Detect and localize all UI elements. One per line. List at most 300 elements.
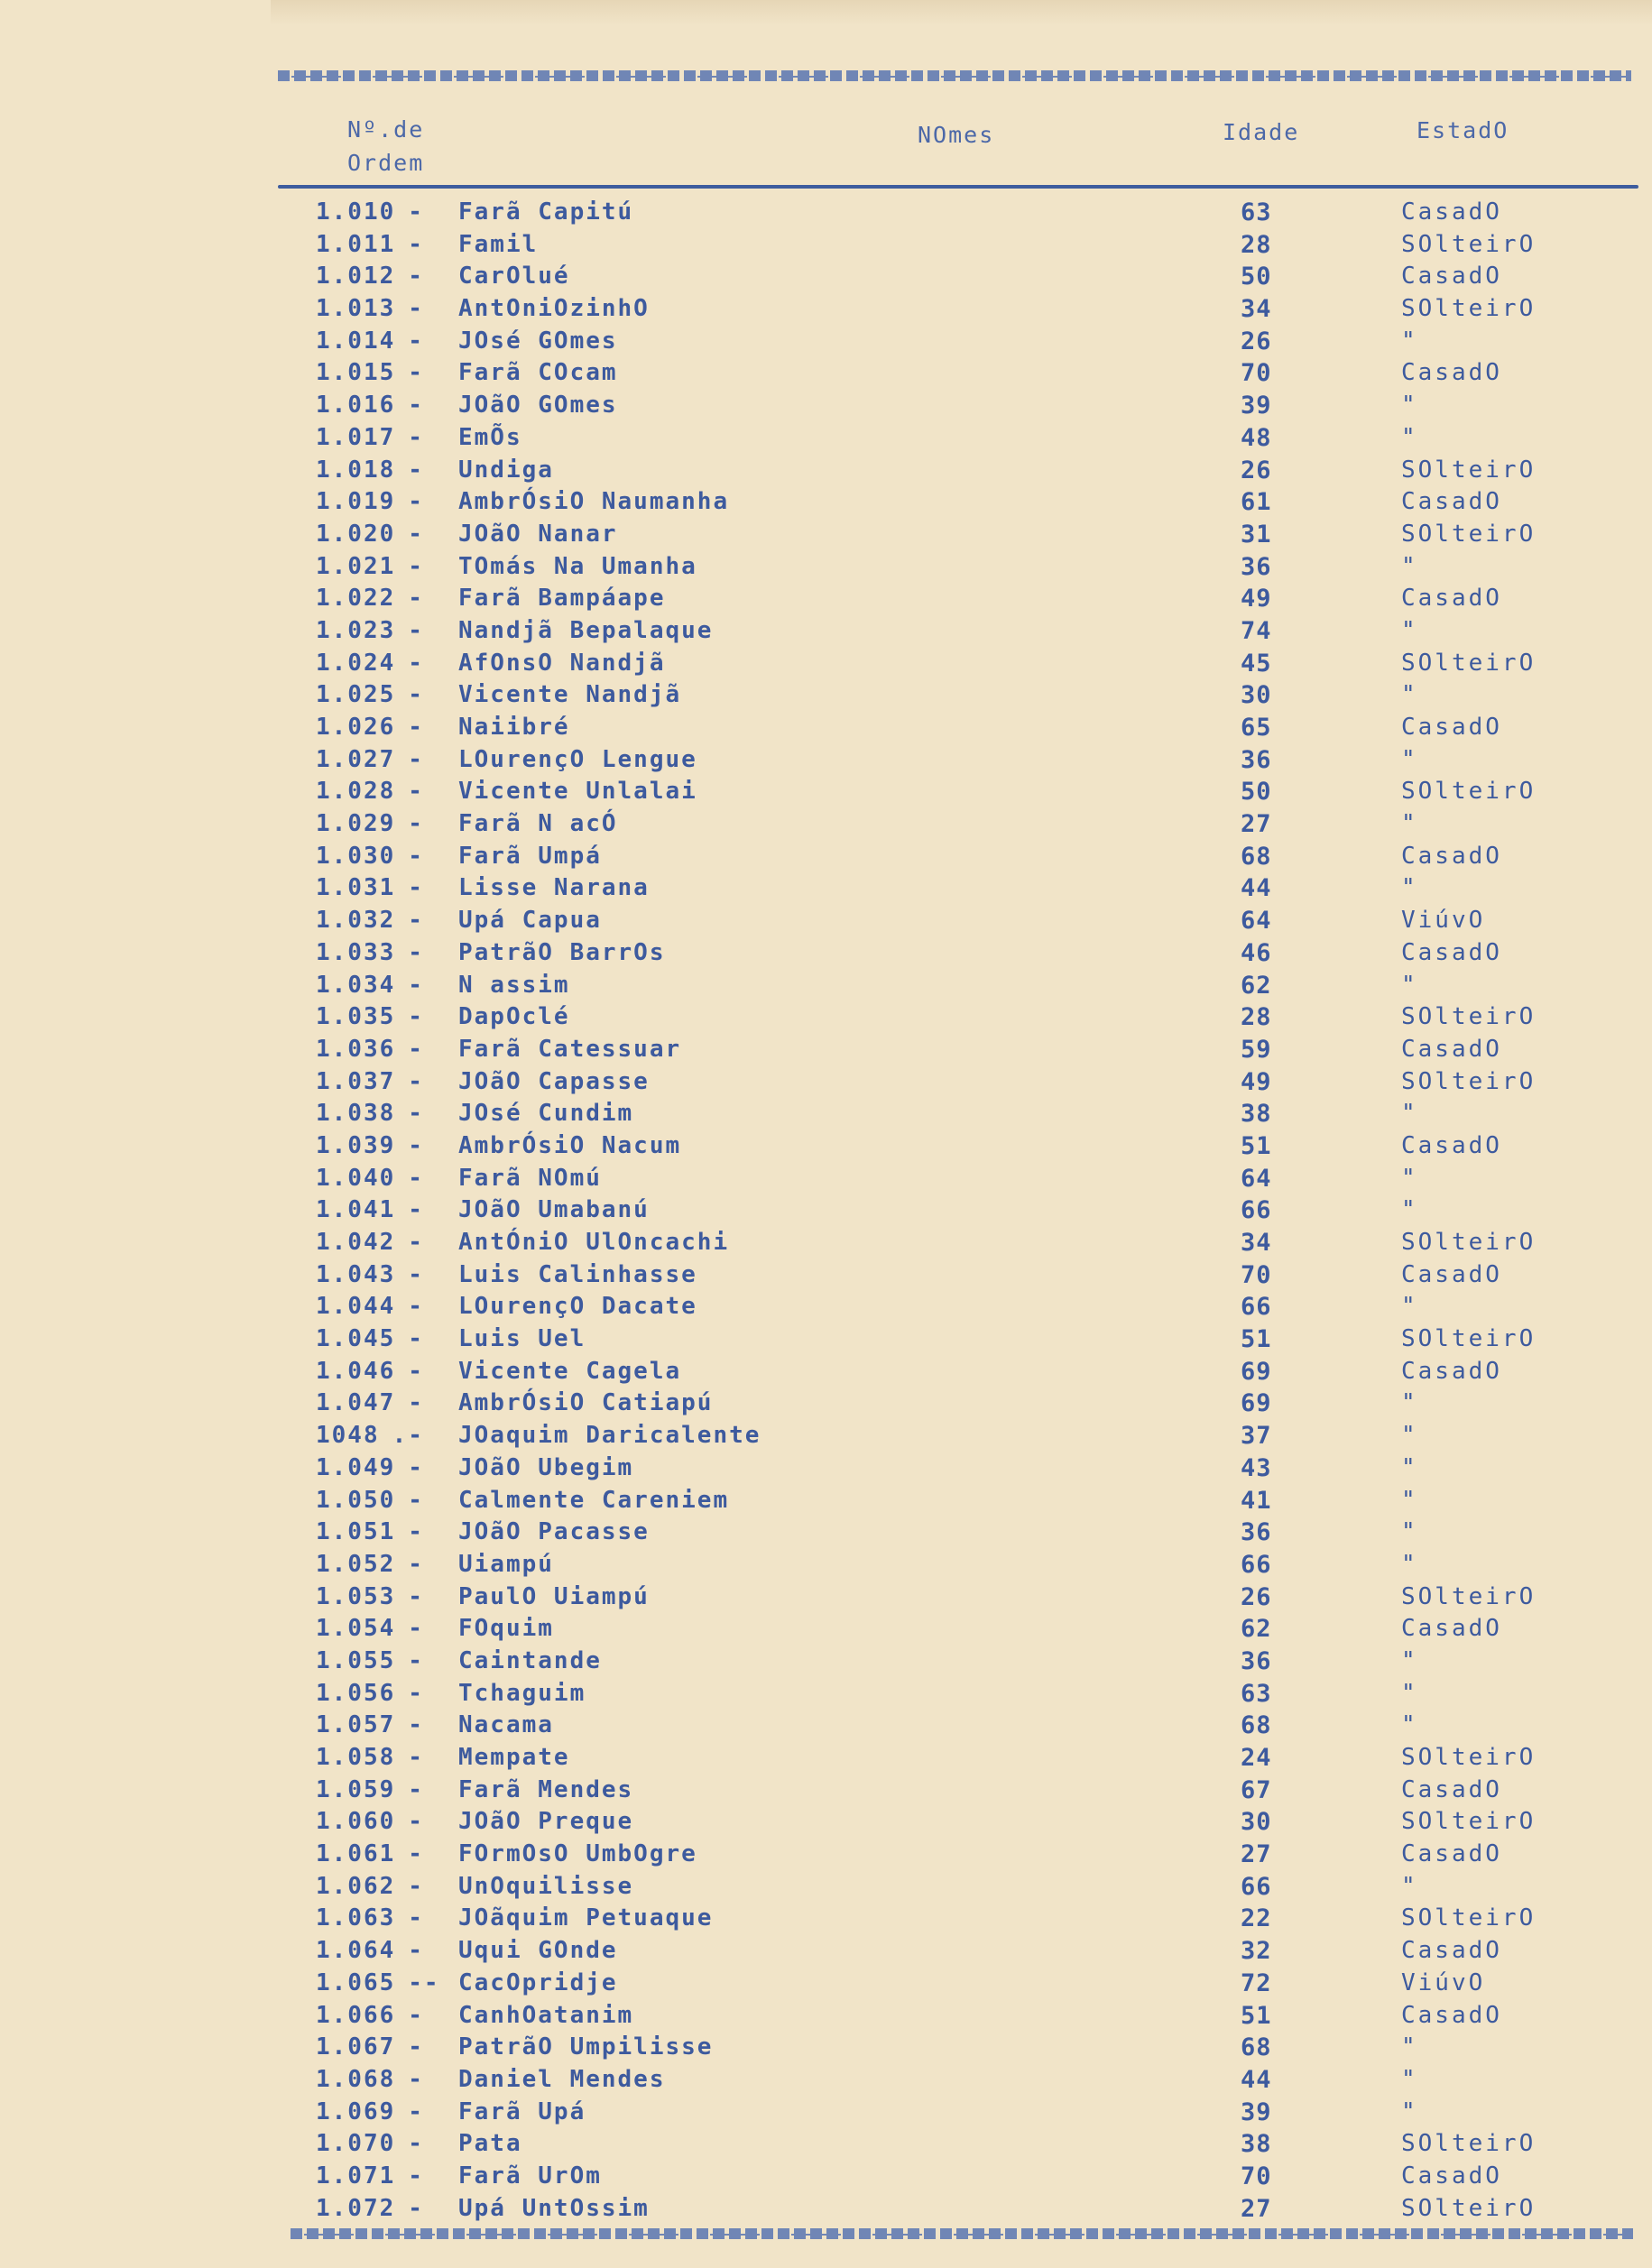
order-number xyxy=(316,1808,424,1835)
person-age: 64 xyxy=(1241,907,1272,936)
marital-status: CasadO xyxy=(1401,2162,1502,2190)
marital-status: " xyxy=(1401,1486,1418,1514)
order-number xyxy=(316,1165,424,1192)
person-age: 69 xyxy=(1241,1389,1272,1418)
header-order-line1: Nº.de xyxy=(347,116,425,143)
person-age: 64 xyxy=(1241,1164,1272,1193)
order-number-value: 1.041 xyxy=(316,1196,396,1224)
order-number xyxy=(316,939,424,966)
order-number-value: 1.033 xyxy=(316,938,396,966)
person-age: 26 xyxy=(1241,1582,1272,1611)
order-number-value: 1.018 xyxy=(316,456,396,484)
marital-status: CasadO xyxy=(1401,198,1502,226)
person-name: FOquim xyxy=(458,1615,554,1643)
order-separator: - xyxy=(408,456,424,484)
table-row xyxy=(0,1420,1652,1452)
order-number-value: 1.047 xyxy=(316,1389,396,1417)
marital-status: SOlteirO xyxy=(1401,1582,1537,1610)
order-number-value: 1.032 xyxy=(316,907,396,935)
order-separator: - xyxy=(408,295,424,323)
person-age: 24 xyxy=(1241,1744,1272,1772)
marital-status: SOlteirO xyxy=(1401,456,1537,484)
person-name: AntÓniO UlOncachi xyxy=(458,1229,730,1256)
order-separator: - xyxy=(408,2065,424,2093)
person-name: JOãO Pacasse xyxy=(458,1518,650,1546)
table-row xyxy=(0,1163,1652,1195)
table-row xyxy=(0,1646,1652,1678)
marital-status: " xyxy=(1401,552,1418,580)
order-number-value: 1.072 xyxy=(316,2194,396,2222)
order-number xyxy=(316,778,424,805)
marital-status: CasadO xyxy=(1401,263,1502,290)
order-number-value: 1.021 xyxy=(316,552,396,580)
order-number-value: 1.065 xyxy=(316,1968,396,1996)
marital-status: ViúvO xyxy=(1401,907,1486,935)
order-number xyxy=(316,2033,424,2061)
order-separator: - xyxy=(408,874,424,902)
order-number xyxy=(316,359,424,386)
table-row xyxy=(0,486,1652,519)
marital-status: CasadO xyxy=(1401,2001,1502,2029)
person-name: Farã UrOm xyxy=(458,2162,602,2190)
table-row xyxy=(0,1034,1652,1066)
person-age: 63 xyxy=(1241,198,1272,226)
order-separator: - xyxy=(408,359,424,387)
table-row xyxy=(0,841,1652,873)
person-age: 45 xyxy=(1241,649,1272,678)
order-number-value: 1.059 xyxy=(316,1775,396,1803)
order-separator: - xyxy=(408,1196,424,1224)
person-name: Farã Catessuar xyxy=(458,1035,682,1063)
order-separator: - xyxy=(408,810,424,838)
order-separator: - xyxy=(408,1646,424,1674)
marital-status: CasadO xyxy=(1401,1615,1502,1643)
order-separator: - xyxy=(408,1453,424,1481)
person-age: 66 xyxy=(1241,1872,1272,1901)
header-underline xyxy=(278,185,1638,189)
order-separator: - xyxy=(408,488,424,516)
order-separator: - xyxy=(408,1389,424,1417)
table-row xyxy=(0,1935,1652,1968)
person-name: JOsé GOmes xyxy=(458,327,618,355)
person-age: 37 xyxy=(1241,1422,1272,1451)
header-age: Idade xyxy=(1223,119,1300,145)
order-number-value: 1.016 xyxy=(316,392,396,419)
person-age: 41 xyxy=(1241,1486,1272,1515)
order-number xyxy=(316,1647,424,1674)
order-number-value: 1.067 xyxy=(316,2033,396,2061)
person-name: JOãO Umabanú xyxy=(458,1196,650,1224)
person-name: CanhOatanim xyxy=(458,2001,634,2029)
person-age: 49 xyxy=(1241,1067,1272,1096)
order-number xyxy=(316,456,424,484)
person-age: 36 xyxy=(1241,552,1272,581)
table-row xyxy=(0,744,1652,777)
order-number xyxy=(316,553,424,580)
person-age: 38 xyxy=(1241,1100,1272,1129)
person-age: 69 xyxy=(1241,1357,1272,1386)
marital-status: CasadO xyxy=(1401,842,1502,870)
order-separator: - xyxy=(408,971,424,999)
table-row xyxy=(0,326,1652,358)
person-name: AmbrÓsiO Naumanha xyxy=(458,488,730,516)
person-age: 51 xyxy=(1241,1325,1272,1354)
table-row xyxy=(0,679,1652,712)
order-number xyxy=(316,2098,424,2125)
order-number xyxy=(316,488,424,515)
order-number xyxy=(316,1711,424,1738)
table-row xyxy=(0,1452,1652,1485)
marital-status: SOlteirO xyxy=(1401,1744,1537,1771)
order-number-value: 1.038 xyxy=(316,1100,396,1128)
person-name: Farã COcam xyxy=(458,359,618,387)
person-name: CarOlué xyxy=(458,263,570,290)
order-separator: - xyxy=(408,1229,424,1256)
order-number xyxy=(316,1615,424,1642)
order-number-value: 1.012 xyxy=(316,263,396,290)
person-age: 43 xyxy=(1241,1453,1272,1482)
table-row xyxy=(0,1517,1652,1549)
order-number-value: 1.063 xyxy=(316,1904,396,1932)
order-number xyxy=(316,1003,424,1030)
person-name: Vicente Cagela xyxy=(458,1357,682,1385)
marital-status: " xyxy=(1401,1100,1418,1128)
bottom-separator-line xyxy=(291,2228,1633,2239)
person-age: 74 xyxy=(1241,616,1272,645)
marital-status: " xyxy=(1401,423,1418,451)
person-name: JOãO Preque xyxy=(458,1808,634,1836)
marital-status: SOlteirO xyxy=(1401,1229,1537,1256)
order-number xyxy=(316,327,424,355)
table-row xyxy=(0,1130,1652,1163)
order-number xyxy=(316,2002,424,2029)
order-number-value: 1.024 xyxy=(316,649,396,677)
order-number-value: 1.019 xyxy=(316,488,396,516)
marital-status: CasadO xyxy=(1401,1840,1502,1868)
order-number-value: 1.050 xyxy=(316,1486,396,1514)
person-age: 62 xyxy=(1241,1615,1272,1644)
person-name: LOurençO Lengue xyxy=(458,745,697,773)
marital-status: CasadO xyxy=(1401,1035,1502,1063)
table-row xyxy=(0,1903,1652,1935)
person-name: Famil xyxy=(458,230,539,258)
person-age: 70 xyxy=(1241,2162,1272,2190)
order-number-value: 1.034 xyxy=(316,971,396,999)
person-age: 66 xyxy=(1241,1196,1272,1225)
person-age: 68 xyxy=(1241,2033,1272,2062)
order-number xyxy=(316,1293,424,1320)
order-number xyxy=(316,1680,424,1707)
person-name: FOrmOsO UmbOgre xyxy=(458,1840,697,1868)
table-row xyxy=(0,905,1652,937)
marital-status: CasadO xyxy=(1401,1775,1502,1803)
order-number xyxy=(316,617,424,644)
person-age: 68 xyxy=(1241,842,1272,871)
order-separator: - xyxy=(408,1293,424,1321)
person-name: Nacama xyxy=(458,1711,554,1739)
marital-status: " xyxy=(1401,1164,1418,1192)
table-row xyxy=(0,551,1652,584)
person-name: Tchaguim xyxy=(458,1679,586,1707)
marital-status: " xyxy=(1401,1872,1418,1900)
order-number-value: 1.039 xyxy=(316,1131,396,1159)
order-separator: - xyxy=(408,1325,424,1353)
order-separator: - xyxy=(408,1067,424,1095)
marital-status: " xyxy=(1401,745,1418,773)
table-row xyxy=(0,615,1652,648)
order-number xyxy=(316,231,424,258)
order-number xyxy=(316,1583,424,1610)
order-number xyxy=(316,1776,424,1803)
order-separator: - xyxy=(408,263,424,290)
marital-status: CasadO xyxy=(1401,1260,1502,1288)
person-name: Farã Mendes xyxy=(458,1775,634,1803)
order-number xyxy=(316,1551,424,1578)
person-name: PatrãO Umpilisse xyxy=(458,2033,714,2061)
order-number xyxy=(316,1937,424,1964)
person-age: 62 xyxy=(1241,971,1272,1000)
table-row xyxy=(0,1839,1652,1871)
order-number xyxy=(316,1068,424,1095)
order-number xyxy=(316,874,424,901)
order-number xyxy=(316,2130,424,2157)
person-name: AfOnsO Nandjã xyxy=(458,649,666,677)
person-age: 66 xyxy=(1241,1293,1272,1322)
order-number-value: 1.056 xyxy=(316,1679,396,1707)
table-row xyxy=(0,2000,1652,2033)
table-row xyxy=(0,1581,1652,1614)
marital-status: " xyxy=(1401,327,1418,355)
order-number-value: 1.030 xyxy=(316,842,396,870)
order-separator: - xyxy=(408,1711,424,1739)
order-separator: - xyxy=(408,681,424,709)
order-number xyxy=(316,843,424,870)
order-number-value: 1.062 xyxy=(316,1872,396,1900)
order-number xyxy=(316,1100,424,1127)
marital-status: SOlteirO xyxy=(1401,1904,1537,1932)
order-number xyxy=(316,295,424,322)
person-name: Farã Capitú xyxy=(458,198,634,226)
order-number-value: 1.015 xyxy=(316,359,396,387)
person-age: 50 xyxy=(1241,263,1272,291)
person-name: JOaquim Daricalente xyxy=(458,1422,761,1450)
order-number-value: 1.010 xyxy=(316,198,396,226)
order-separator: - xyxy=(408,1775,424,1803)
order-number-value: 1.014 xyxy=(316,327,396,355)
table-row xyxy=(0,1968,1652,2000)
marital-status: CasadO xyxy=(1401,585,1502,613)
person-name: LOurençO Dacate xyxy=(458,1293,697,1321)
order-number-value: 1.054 xyxy=(316,1615,396,1643)
person-age: 27 xyxy=(1241,2194,1272,2223)
marital-status: SOlteirO xyxy=(1401,1325,1537,1353)
table-row xyxy=(0,808,1652,841)
person-name: Upá UntOssim xyxy=(458,2194,650,2222)
order-separator: - xyxy=(408,1679,424,1707)
order-number xyxy=(316,1744,424,1771)
order-number xyxy=(316,1036,424,1063)
person-age: 48 xyxy=(1241,423,1272,452)
marital-status: " xyxy=(1401,1518,1418,1546)
order-number-value: 1.040 xyxy=(316,1164,396,1192)
person-age: 36 xyxy=(1241,745,1272,774)
order-number xyxy=(316,1840,424,1867)
order-separator: - xyxy=(408,842,424,870)
order-number xyxy=(316,1969,440,1996)
person-name: Daniel Mendes xyxy=(458,2065,666,2093)
person-name: JOsé Cundim xyxy=(458,1100,634,1128)
order-number xyxy=(316,746,424,773)
table-row xyxy=(0,970,1652,1002)
order-number-value: 1.022 xyxy=(316,585,396,613)
marital-status: " xyxy=(1401,1293,1418,1321)
order-number-value: 1.069 xyxy=(316,2097,396,2125)
order-separator: - xyxy=(408,552,424,580)
marital-status: SOlteirO xyxy=(1401,2130,1537,2158)
marital-status: SOlteirO xyxy=(1401,520,1537,548)
order-number-value: 1.049 xyxy=(316,1453,396,1481)
order-separator: - xyxy=(408,1582,424,1610)
marital-status: CasadO xyxy=(1401,938,1502,966)
table-row xyxy=(0,197,1652,229)
table-row xyxy=(0,776,1652,808)
person-name: Upá Capua xyxy=(458,907,602,935)
marital-status: " xyxy=(1401,1679,1418,1707)
header-order-number xyxy=(347,113,424,180)
person-name: DapOclé xyxy=(458,1003,570,1031)
person-name: JOãO Capasse xyxy=(458,1067,650,1095)
person-age: 36 xyxy=(1241,1518,1272,1547)
order-number-value: 1.064 xyxy=(316,1937,396,1965)
order-number xyxy=(316,392,424,419)
paper-fold-shadow xyxy=(271,0,1652,25)
marital-status: " xyxy=(1401,1196,1418,1224)
table-row xyxy=(0,1710,1652,1742)
order-separator: - xyxy=(408,1744,424,1771)
order-separator: - xyxy=(408,1486,424,1514)
person-age: 31 xyxy=(1241,520,1272,549)
order-number-value: 1.017 xyxy=(316,423,396,451)
order-separator: - xyxy=(408,778,424,806)
order-number xyxy=(316,1487,424,1514)
order-number-value: 1.035 xyxy=(316,1003,396,1031)
person-age: 36 xyxy=(1241,1646,1272,1675)
person-age: 34 xyxy=(1241,1229,1272,1257)
order-number xyxy=(316,1229,424,1256)
order-separator: - xyxy=(408,1518,424,1546)
order-number xyxy=(316,2195,424,2222)
person-name: Farã N acÓ xyxy=(458,810,618,838)
table-row xyxy=(0,1871,1652,1904)
order-separator: - xyxy=(408,1035,424,1063)
marital-status: " xyxy=(1401,392,1418,419)
person-name: Farã NOmú xyxy=(458,1164,602,1192)
order-number xyxy=(316,1132,424,1159)
order-separator: - xyxy=(408,1937,424,1965)
order-number-value: 1.029 xyxy=(316,810,396,838)
order-number-value: 1.058 xyxy=(316,1744,396,1771)
order-separator: - xyxy=(408,2162,424,2190)
header-names: NOmes xyxy=(918,122,995,148)
table-row xyxy=(0,2097,1652,2129)
table-row xyxy=(0,1549,1652,1581)
table-row xyxy=(0,1775,1652,1807)
person-name: JOãO GOmes xyxy=(458,392,618,419)
person-name: EmÕs xyxy=(458,423,522,451)
order-number-value: 1.023 xyxy=(316,616,396,644)
order-number-value: 1.025 xyxy=(316,681,396,709)
table-row xyxy=(0,519,1652,551)
marital-status: SOlteirO xyxy=(1401,2194,1537,2222)
order-separator: - xyxy=(408,649,424,677)
table-row xyxy=(0,1678,1652,1710)
order-separator: - xyxy=(408,2130,424,2158)
order-number xyxy=(316,263,424,290)
person-age: 30 xyxy=(1241,681,1272,710)
order-separator: - xyxy=(408,1131,424,1159)
order-number-value: 1.013 xyxy=(316,295,396,323)
marital-status: " xyxy=(1401,681,1418,709)
order-number-value: 1.051 xyxy=(316,1518,396,1546)
person-name: CacOpridje xyxy=(458,1968,618,1996)
order-number-value: 1.027 xyxy=(316,745,396,773)
order-number xyxy=(316,2162,424,2190)
person-name: AmbrÓsiO Catiapú xyxy=(458,1389,714,1417)
person-name: Pata xyxy=(458,2130,522,2158)
order-separator: - xyxy=(408,907,424,935)
order-number xyxy=(316,907,424,934)
table-row xyxy=(0,1066,1652,1099)
marital-status: CasadO xyxy=(1401,1131,1502,1159)
order-separator: - xyxy=(408,2194,424,2222)
marital-status: " xyxy=(1401,1422,1418,1450)
marital-status: CasadO xyxy=(1401,714,1502,741)
order-separator: - xyxy=(408,2033,424,2061)
table-row xyxy=(0,712,1652,744)
person-age: 70 xyxy=(1241,1260,1272,1289)
person-name: Undiga xyxy=(458,456,554,484)
person-name: Farã Upá xyxy=(458,2097,586,2125)
marital-status: SOlteirO xyxy=(1401,1003,1537,1031)
person-name: Caintande xyxy=(458,1646,602,1674)
marital-status: " xyxy=(1401,2097,1418,2125)
person-age: 44 xyxy=(1241,874,1272,903)
table-row xyxy=(0,872,1652,905)
order-number-value: 1.036 xyxy=(316,1035,396,1063)
table-row xyxy=(0,2128,1652,2161)
table-row xyxy=(0,937,1652,970)
person-name: Uiampú xyxy=(458,1550,554,1578)
order-number xyxy=(316,521,424,548)
order-number-value: 1.055 xyxy=(316,1646,396,1674)
order-number xyxy=(316,714,424,741)
marital-status: CasadO xyxy=(1401,1937,1502,1965)
order-separator: - xyxy=(408,1003,424,1031)
table-row xyxy=(0,1227,1652,1259)
table-row xyxy=(0,357,1652,390)
order-number-value: 1.060 xyxy=(316,1808,396,1836)
person-age: 44 xyxy=(1241,2065,1272,2094)
order-number-value: 1048 xyxy=(316,1422,380,1450)
table-row xyxy=(0,1613,1652,1646)
order-number xyxy=(316,1904,424,1931)
order-number-value: 1.061 xyxy=(316,1840,396,1868)
person-name: Farã Umpá xyxy=(458,842,602,870)
order-separator: - xyxy=(408,1260,424,1288)
person-name: Nandjã Bepalaque xyxy=(458,616,714,644)
order-number xyxy=(316,424,424,451)
marital-status: CasadO xyxy=(1401,1357,1502,1385)
